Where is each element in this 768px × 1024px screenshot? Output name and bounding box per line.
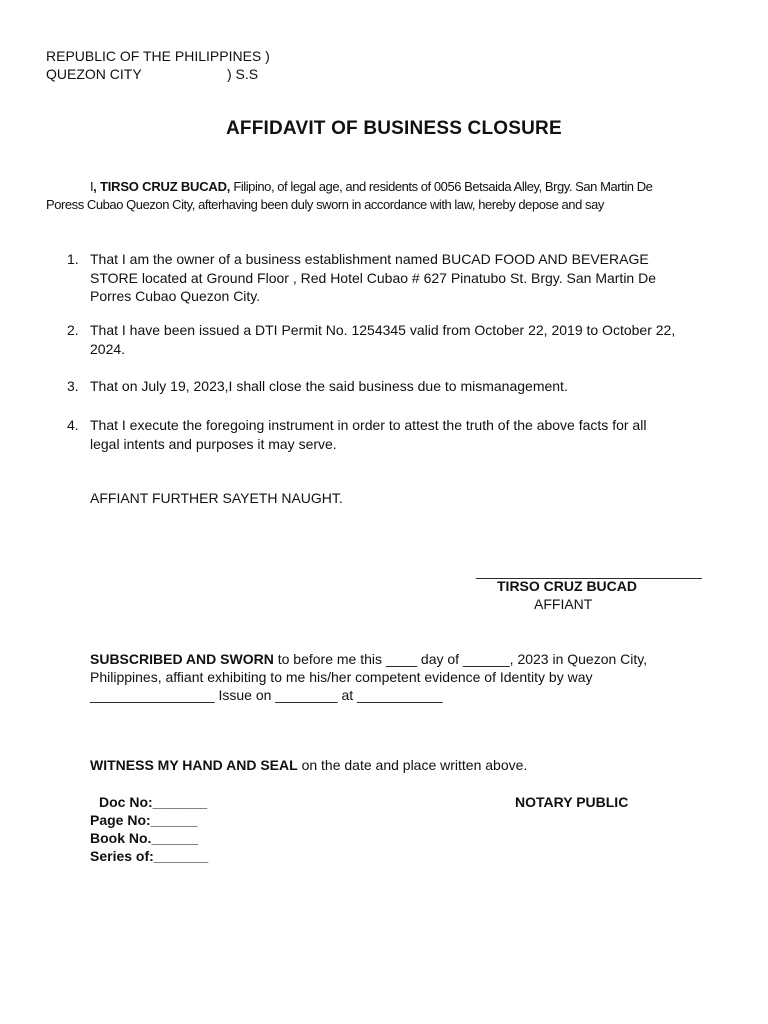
intro-affiant-name: , TIRSO CRUZ BUCAD,: [93, 179, 231, 194]
header-republic: REPUBLIC OF THE PHILIPPINES ): [46, 48, 270, 64]
header-ss: ) S.S: [227, 66, 259, 82]
item-3: [90, 377, 750, 396]
affiant-further-text: AFFIANT FURTHER SAYETH NAUGHT.: [90, 490, 343, 506]
witness-line: [90, 756, 527, 774]
jurat-line-3: ________________ Issue on ________ at ___________: [90, 687, 443, 703]
item-1-line: That I am the owner of a business establishment named BUCAD FOOD AND BEVERAGE: [90, 251, 649, 267]
item-2-number: 2.: [67, 322, 79, 338]
notary-public-label: NOTARY PUBLIC: [515, 794, 629, 810]
notary-doc-no: Doc No:_______: [99, 794, 208, 810]
item-2-line: 2024.: [90, 340, 126, 357]
witness-bold: WITNESS MY HAND AND SEAL: [90, 757, 298, 773]
notary-book-no: Book No.______: [90, 830, 199, 846]
notary-series-of: Series of:_______: [90, 848, 209, 864]
intro-rest: Filipino, of legal age, and residents of 0056 Betsaida Alley, Brgy. San Martin De: [230, 179, 653, 194]
header-city: QUEZON CITY: [46, 66, 142, 82]
item-4-line: That I execute the foregoing instrument in order to attest the truth of the above facts for all: [90, 417, 647, 433]
jurat-rest: to before me this ____ day of ______, 2023 in Quezon City,: [273, 651, 648, 667]
notary-page-no: Page No:______: [90, 812, 198, 828]
intro-line-2: Poress Cubao Quezon City, afterhaving been duly sworn in accordance with law, hereby depose and say: [46, 197, 604, 212]
item-1-line: Porres Cubao Quezon City.: [90, 288, 261, 304]
item-1: [90, 250, 750, 306]
jurat-bold: SUBSCRIBED AND SWORN: [90, 651, 274, 667]
intro-prefix: I: [90, 179, 94, 194]
item-1-number: 1.: [67, 251, 79, 267]
item-3-line: That on July 19, 2023,I shall close the said business due to mismanagement.: [90, 378, 568, 394]
item-4-line: legal intents and purposes it may serve.: [90, 435, 337, 452]
witness-rest: on the date and place written above.: [297, 757, 528, 773]
item-3-number: 3.: [67, 378, 79, 394]
item-4: [90, 416, 750, 453]
intro-line-1: [90, 178, 652, 196]
item-4-number: 4.: [67, 417, 79, 433]
jurat-line-2: Philippines, affiant exhibiting to me his/her competent evidence of Identity by way: [90, 669, 593, 685]
item-1-line: STORE located at Ground Floor , Red Hotel Cubao # 627 Pinatubo St. Brgy. San Martin De: [90, 269, 657, 286]
signature-line: _____________________________: [476, 563, 702, 579]
document-title: AFFIDAVIT OF BUSINESS CLOSURE: [226, 118, 562, 139]
item-2-line: That I have been issued a DTI Permit No. 1254345 valid from October 22, 2019 to October 22,: [90, 322, 676, 338]
signature-role: AFFIANT: [534, 596, 593, 612]
signature-name: TIRSO CRUZ BUCAD: [497, 578, 637, 594]
item-2: [90, 321, 750, 358]
jurat-line-1: [90, 650, 647, 668]
